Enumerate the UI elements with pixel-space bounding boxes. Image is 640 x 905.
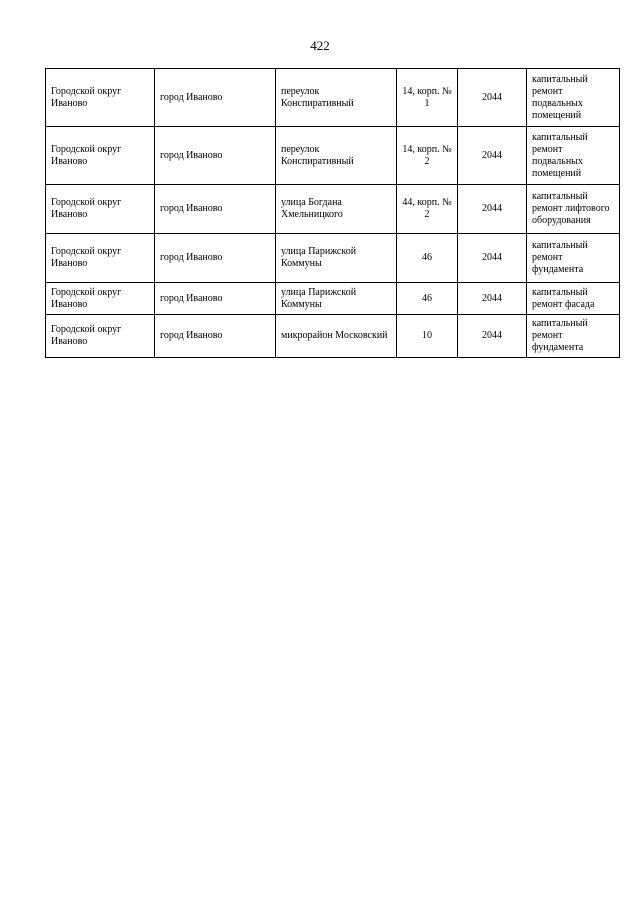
work-type-cell: капитальный ремонт подвальных помещений bbox=[527, 69, 620, 127]
table-row bbox=[46, 69, 620, 127]
street-cell: переулок Конспиративный bbox=[276, 127, 397, 185]
work-type-cell: капитальный ремонт фасада bbox=[527, 283, 620, 315]
work-type-cell: капитальный ремонт фундамента bbox=[527, 234, 620, 283]
settlement-cell: город Иваново bbox=[155, 185, 276, 234]
year-cell: 2044 bbox=[458, 234, 527, 283]
house-cell: 46 bbox=[397, 283, 458, 315]
municipality-cell: Городской округ Иваново bbox=[46, 283, 155, 315]
street-cell: улица Парижской Коммуны bbox=[276, 283, 397, 315]
year-cell: 2044 bbox=[458, 127, 527, 185]
house-cell: 44, корп. № 2 bbox=[397, 185, 458, 234]
street-cell: переулок Конспиративный bbox=[276, 69, 397, 127]
municipality-cell: Городской округ Иваново bbox=[46, 127, 155, 185]
year-cell: 2044 bbox=[458, 69, 527, 127]
house-cell: 14, корп. № 1 bbox=[397, 69, 458, 127]
street-cell: улица Богдана Хмельницкого bbox=[276, 185, 397, 234]
work-type-cell: капитальный ремонт лифтового оборудования bbox=[527, 185, 620, 234]
table-row bbox=[46, 234, 620, 283]
street-cell: микрорайон Московский bbox=[276, 315, 397, 358]
house-cell: 14, корп. № 2 bbox=[397, 127, 458, 185]
work-type-cell: капитальный ремонт фундамента bbox=[527, 315, 620, 358]
municipality-cell: Городской округ Иваново bbox=[46, 69, 155, 127]
municipality-cell: Городской округ Иваново bbox=[46, 234, 155, 283]
house-cell: 10 bbox=[397, 315, 458, 358]
street-cell: улица Парижской Коммуны bbox=[276, 234, 397, 283]
table-row bbox=[46, 283, 620, 315]
municipality-cell: Городской округ Иваново bbox=[46, 185, 155, 234]
repair-schedule-table bbox=[45, 68, 620, 358]
table-row bbox=[46, 315, 620, 358]
settlement-cell: город Иваново bbox=[155, 234, 276, 283]
work-type-cell: капитальный ремонт подвальных помещений bbox=[527, 127, 620, 185]
settlement-cell: город Иваново bbox=[155, 69, 276, 127]
page-number: 422 bbox=[310, 38, 330, 53]
year-cell: 2044 bbox=[458, 315, 527, 358]
house-cell: 46 bbox=[397, 234, 458, 283]
settlement-cell: город Иваново bbox=[155, 127, 276, 185]
year-cell: 2044 bbox=[458, 185, 527, 234]
settlement-cell: город Иваново bbox=[155, 315, 276, 358]
table-row bbox=[46, 185, 620, 234]
year-cell: 2044 bbox=[458, 283, 527, 315]
settlement-cell: город Иваново bbox=[155, 283, 276, 315]
table-row bbox=[46, 127, 620, 185]
municipality-cell: Городской округ Иваново bbox=[46, 315, 155, 358]
